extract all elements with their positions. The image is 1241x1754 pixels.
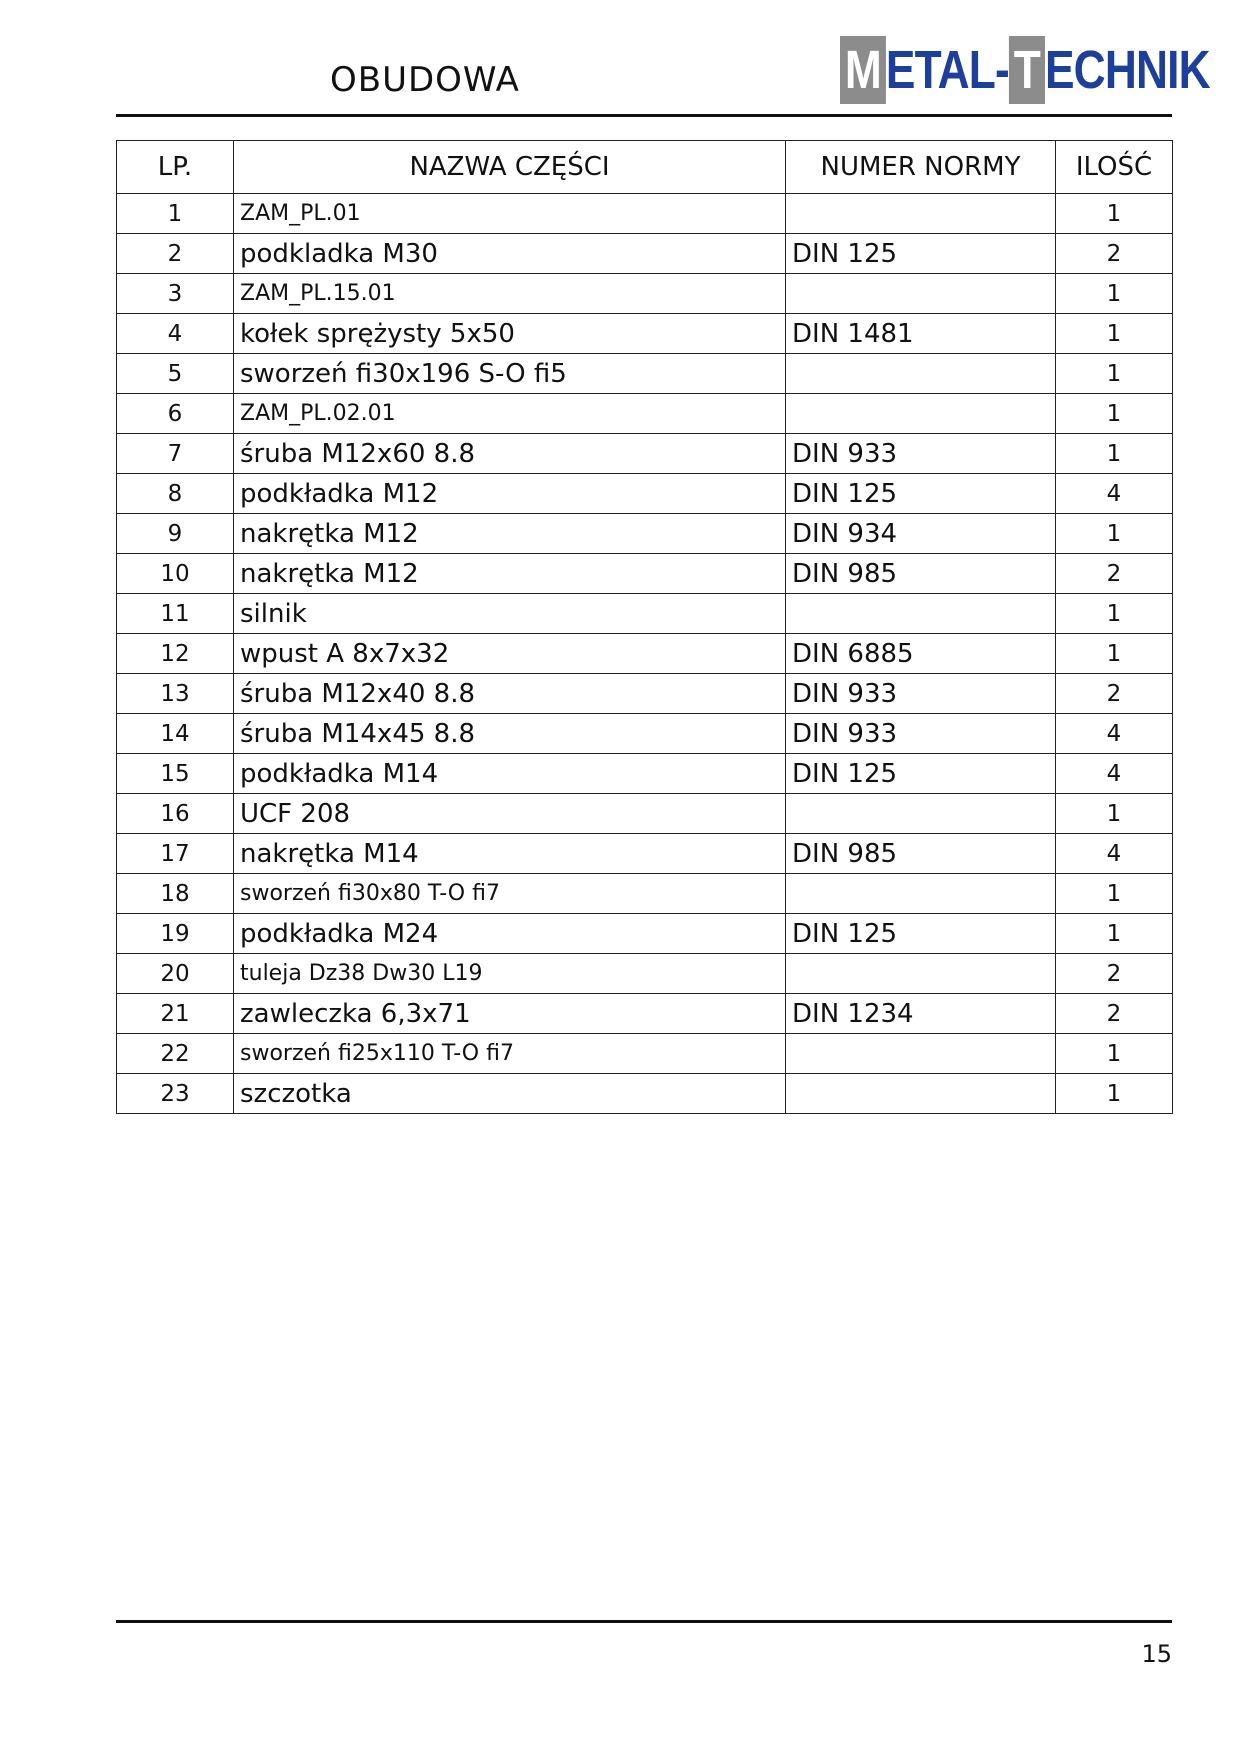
table-row bbox=[117, 714, 1173, 754]
row-part-name-cell: nakrętka M14 bbox=[234, 834, 786, 874]
table-row bbox=[117, 314, 1173, 354]
row-lp-cell: 20 bbox=[117, 954, 234, 994]
row-quantity-cell: 1 bbox=[1056, 394, 1173, 434]
table-row bbox=[117, 394, 1173, 434]
row-lp-cell: 1 bbox=[117, 194, 234, 234]
row-part-name-cell: kołek sprężysty 5x50 bbox=[234, 314, 786, 354]
row-lp-cell: 5 bbox=[117, 354, 234, 394]
table-row bbox=[117, 874, 1173, 914]
metal-technik-logo bbox=[840, 34, 1210, 106]
table-row bbox=[117, 594, 1173, 634]
row-standard-number-cell bbox=[786, 954, 1056, 994]
table-row bbox=[117, 994, 1173, 1034]
row-part-name-cell: wpust A 8x7x32 bbox=[234, 634, 786, 674]
row-part-name-cell: podkładka M12 bbox=[234, 474, 786, 514]
row-standard-number-cell: DIN 125 bbox=[786, 754, 1056, 794]
row-quantity-cell: 1 bbox=[1056, 794, 1173, 834]
row-quantity-cell: 4 bbox=[1056, 754, 1173, 794]
row-lp-cell: 11 bbox=[117, 594, 234, 634]
row-lp-cell: 6 bbox=[117, 394, 234, 434]
row-lp-cell: 8 bbox=[117, 474, 234, 514]
row-part-name-cell: sworzeń fi30x196 S-O fi5 bbox=[234, 354, 786, 394]
table-row bbox=[117, 674, 1173, 714]
row-standard-number-cell: DIN 6885 bbox=[786, 634, 1056, 674]
table-row bbox=[117, 634, 1173, 674]
table-row bbox=[117, 754, 1173, 794]
row-standard-number-cell bbox=[786, 594, 1056, 634]
row-lp-cell: 23 bbox=[117, 1074, 234, 1114]
row-lp-cell: 7 bbox=[117, 434, 234, 474]
table-row bbox=[117, 434, 1173, 474]
row-standard-number-cell bbox=[786, 274, 1056, 314]
row-quantity-cell: 1 bbox=[1056, 634, 1173, 674]
table-row bbox=[117, 1074, 1173, 1114]
row-part-name-cell: podkładka M24 bbox=[234, 914, 786, 954]
row-standard-number-cell: DIN 934 bbox=[786, 514, 1056, 554]
table-row bbox=[117, 354, 1173, 394]
table-row bbox=[117, 514, 1173, 554]
row-lp-cell: 12 bbox=[117, 634, 234, 674]
row-part-name-cell: tuleja Dz38 Dw30 L19 bbox=[234, 954, 786, 994]
row-standard-number-cell bbox=[786, 794, 1056, 834]
table-row bbox=[117, 914, 1173, 954]
row-lp-cell: 21 bbox=[117, 994, 234, 1034]
row-quantity-cell: 2 bbox=[1056, 674, 1173, 714]
column-header-quantity: ILOŚĆ bbox=[1056, 141, 1173, 194]
row-part-name-cell: ZAM_PL.01 bbox=[234, 194, 786, 234]
row-part-name-cell: śruba M12x40 8.8 bbox=[234, 674, 786, 714]
row-part-name-cell: zawleczka 6,3x71 bbox=[234, 994, 786, 1034]
row-standard-number-cell bbox=[786, 194, 1056, 234]
row-quantity-cell: 1 bbox=[1056, 194, 1173, 234]
table-row bbox=[117, 834, 1173, 874]
row-quantity-cell: 1 bbox=[1056, 594, 1173, 634]
row-standard-number-cell: DIN 1481 bbox=[786, 314, 1056, 354]
row-quantity-cell: 1 bbox=[1056, 274, 1173, 314]
row-lp-cell: 13 bbox=[117, 674, 234, 714]
logo-initial-t: T bbox=[1009, 36, 1045, 104]
table-header-row bbox=[117, 141, 1173, 194]
row-part-name-cell: silnik bbox=[234, 594, 786, 634]
table-row bbox=[117, 1034, 1173, 1074]
table-row bbox=[117, 274, 1173, 314]
row-quantity-cell: 2 bbox=[1056, 994, 1173, 1034]
row-lp-cell: 18 bbox=[117, 874, 234, 914]
row-part-name-cell: ZAM_PL.02.01 bbox=[234, 394, 786, 434]
row-lp-cell: 3 bbox=[117, 274, 234, 314]
row-quantity-cell: 2 bbox=[1056, 554, 1173, 594]
row-standard-number-cell bbox=[786, 354, 1056, 394]
row-lp-cell: 19 bbox=[117, 914, 234, 954]
row-lp-cell: 17 bbox=[117, 834, 234, 874]
logo-text-echnik: ECHNIK bbox=[1044, 40, 1210, 100]
row-standard-number-cell: DIN 125 bbox=[786, 234, 1056, 274]
parts-table bbox=[116, 140, 1173, 1114]
row-part-name-cell: podkladka M30 bbox=[234, 234, 786, 274]
row-lp-cell: 10 bbox=[117, 554, 234, 594]
logo-initial-m: M bbox=[840, 36, 886, 104]
row-part-name-cell: nakrętka M12 bbox=[234, 554, 786, 594]
row-standard-number-cell bbox=[786, 394, 1056, 434]
row-quantity-cell: 1 bbox=[1056, 1034, 1173, 1074]
row-standard-number-cell: DIN 933 bbox=[786, 674, 1056, 714]
row-lp-cell: 22 bbox=[117, 1034, 234, 1074]
row-part-name-cell: UCF 208 bbox=[234, 794, 786, 834]
page-number: 15 bbox=[1141, 1640, 1172, 1668]
row-part-name-cell: śruba M14x45 8.8 bbox=[234, 714, 786, 754]
row-part-name-cell: nakrętka M12 bbox=[234, 514, 786, 554]
row-part-name-cell: szczotka bbox=[234, 1074, 786, 1114]
table-row bbox=[117, 954, 1173, 994]
row-lp-cell: 15 bbox=[117, 754, 234, 794]
column-header-part-name: NAZWA CZĘŚCI bbox=[234, 141, 786, 194]
row-quantity-cell: 2 bbox=[1056, 954, 1173, 994]
row-standard-number-cell bbox=[786, 1034, 1056, 1074]
row-lp-cell: 9 bbox=[117, 514, 234, 554]
page-title: OBUDOWA bbox=[330, 60, 520, 100]
row-standard-number-cell: DIN 985 bbox=[786, 554, 1056, 594]
table-row bbox=[117, 474, 1173, 514]
row-quantity-cell: 1 bbox=[1056, 914, 1173, 954]
row-quantity-cell: 1 bbox=[1056, 514, 1173, 554]
row-quantity-cell: 4 bbox=[1056, 474, 1173, 514]
row-part-name-cell: podkładka M14 bbox=[234, 754, 786, 794]
row-quantity-cell: 1 bbox=[1056, 434, 1173, 474]
row-quantity-cell: 1 bbox=[1056, 1074, 1173, 1114]
header-divider bbox=[116, 114, 1172, 117]
row-quantity-cell: 1 bbox=[1056, 874, 1173, 914]
row-part-name-cell: ZAM_PL.15.01 bbox=[234, 274, 786, 314]
row-standard-number-cell: DIN 933 bbox=[786, 714, 1056, 754]
row-standard-number-cell: DIN 985 bbox=[786, 834, 1056, 874]
row-standard-number-cell: DIN 125 bbox=[786, 474, 1056, 514]
row-standard-number-cell: DIN 125 bbox=[786, 914, 1056, 954]
row-quantity-cell: 4 bbox=[1056, 834, 1173, 874]
row-standard-number-cell: DIN 933 bbox=[786, 434, 1056, 474]
row-quantity-cell: 4 bbox=[1056, 714, 1173, 754]
row-quantity-cell: 2 bbox=[1056, 234, 1173, 274]
table-row bbox=[117, 554, 1173, 594]
footer-divider bbox=[116, 1620, 1172, 1623]
row-standard-number-cell bbox=[786, 874, 1056, 914]
table-row bbox=[117, 194, 1173, 234]
table-row bbox=[117, 794, 1173, 834]
row-lp-cell: 4 bbox=[117, 314, 234, 354]
row-standard-number-cell bbox=[786, 1074, 1056, 1114]
row-part-name-cell: sworzeń fi25x110 T-O fi7 bbox=[234, 1034, 786, 1074]
row-part-name-cell: sworzeń fi30x80 T-O fi7 bbox=[234, 874, 786, 914]
row-quantity-cell: 1 bbox=[1056, 354, 1173, 394]
table-row bbox=[117, 234, 1173, 274]
column-header-standard-number: NUMER NORMY bbox=[786, 141, 1056, 194]
row-quantity-cell: 1 bbox=[1056, 314, 1173, 354]
row-part-name-cell: śruba M12x60 8.8 bbox=[234, 434, 786, 474]
logo-text-etal: ETAL- bbox=[885, 40, 1009, 100]
row-lp-cell: 2 bbox=[117, 234, 234, 274]
column-header-lp: LP. bbox=[117, 141, 234, 194]
row-lp-cell: 16 bbox=[117, 794, 234, 834]
parts-table-body bbox=[117, 194, 1173, 1114]
row-lp-cell: 14 bbox=[117, 714, 234, 754]
row-standard-number-cell: DIN 1234 bbox=[786, 994, 1056, 1034]
